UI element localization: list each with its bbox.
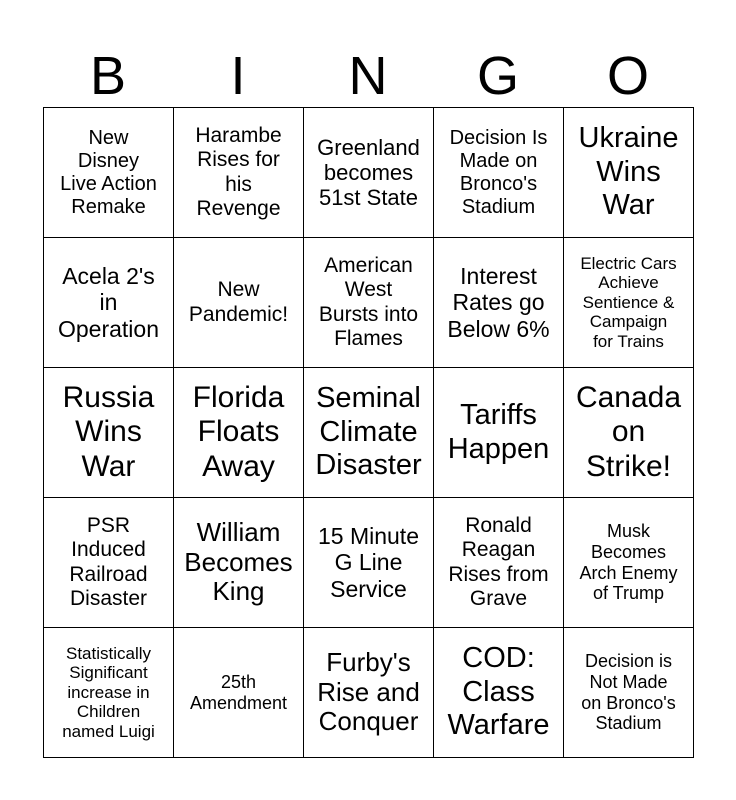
bingo-cell-n2[interactable]: American West Bursts into Flames: [304, 238, 434, 368]
bingo-cell-o3[interactable]: Canada on Strike!: [564, 368, 694, 498]
bingo-cell-o4[interactable]: Musk Becomes Arch Enemy of Trump: [564, 498, 694, 628]
header-letter-b: B: [89, 46, 127, 106]
bingo-cell-n3[interactable]: Seminal Climate Disaster: [304, 368, 434, 498]
bingo-cell-o1[interactable]: Ukraine Wins War: [564, 108, 694, 238]
bingo-cell-i4[interactable]: William Becomes King: [174, 498, 304, 628]
bingo-cell-o5[interactable]: Decision is Not Made on Bronco's Stadium: [564, 628, 694, 758]
bingo-cell-b5[interactable]: Statistically Significant increase in Children named Luigi: [44, 628, 174, 758]
header-letter-o: O: [606, 46, 649, 106]
bingo-header: [43, 44, 693, 108]
bingo-cell-g2[interactable]: Interest Rates go Below 6%: [434, 238, 564, 368]
bingo-cell-g4[interactable]: Ronald Reagan Rises from Grave: [434, 498, 564, 628]
bingo-cell-g1[interactable]: Decision Is Made on Bronco's Stadium: [434, 108, 564, 238]
bingo-cell-n5[interactable]: Furby's Rise and Conquer: [304, 628, 434, 758]
bingo-card-grid: [43, 107, 694, 758]
bingo-cell-b3[interactable]: Russia Wins War: [44, 368, 174, 498]
bingo-cell-b1[interactable]: New Disney Live Action Remake: [44, 108, 174, 238]
bingo-cell-n1[interactable]: Greenland becomes 51st State: [304, 108, 434, 238]
header-letter-n: N: [348, 46, 388, 106]
bingo-cell-i2[interactable]: New Pandemic!: [174, 238, 304, 368]
bingo-cell-g5[interactable]: COD: Class Warfare: [434, 628, 564, 758]
header-letter-i: I: [230, 46, 246, 106]
bingo-cell-b4[interactable]: PSR Induced Railroad Disaster: [44, 498, 174, 628]
bingo-cell-b2[interactable]: Acela 2's in Operation: [44, 238, 174, 368]
bingo-cell-i3[interactable]: Florida Floats Away: [174, 368, 304, 498]
bingo-cell-i5[interactable]: 25th Amendment: [174, 628, 304, 758]
bingo-cell-i1[interactable]: Harambe Rises for his Revenge: [174, 108, 304, 238]
header-letter-g: G: [476, 46, 519, 106]
bingo-cell-g3[interactable]: Tariffs Happen: [434, 368, 564, 498]
bingo-cell-n4[interactable]: 15 Minute G Line Service: [304, 498, 434, 628]
bingo-cell-o2[interactable]: Electric Cars Achieve Sentience & Campaign for Trains: [564, 238, 694, 368]
